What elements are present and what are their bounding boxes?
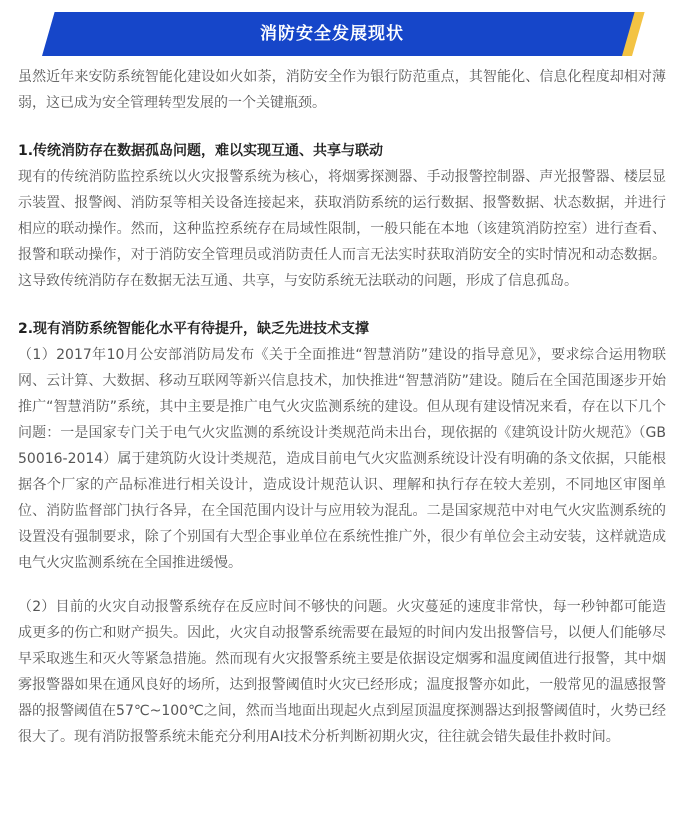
intro-paragraph: 虽然近年来安防系统智能化建设如火如荼，消防安全作为银行防范重点，其智能化、信息化程度却相对薄弱，这已成为安全管理转型发展的一个关键瓶颈。 [18, 69, 666, 111]
page-title: 消防安全发展现状 [260, 24, 404, 44]
section2-paragraph-2: （2）目前的火灾自动报警系统存在反应时间不够快的问题。火灾蔓延的速度非常快，每一秒钟都可能造成更多的伤亡和财产损失。因此，火灾自动报警系统需要在最短的时间内发出报警信号，以便人们能够尽早采取逃生和灭火等紧急措施。然而现有火灾报警系统主要是依据设定烟雾和温度阈值进行报警，其中烟雾报警器如果在通风良好的场所，达到报警阈值时火灾已经形成；温度报警亦如此，一般常见的温感报警器的报警阈值在57℃~100℃之间，然而当地面出现起火点到屋顶温度探测器达到报警阈值时，火势已经很大了。现有消防报警系统未能充分利用AI技术分析判断初期火灾，往往就会错失最佳扑救时间。 [18, 599, 666, 745]
section2-paragraph-1: （1）2017年10月公安部消防局发布《关于全面推进“智慧消防”建设的指导意见》，要求综合运用物联网、云计算、大数据、移动互联网等新兴信息技术，加快推进“智慧消防”建设。随后在全国范围逐步开始推广“智慧消防”系统，其中主要是推广电气火灾监测系统的建设。但从现有建设情况来看，存在以下几个问题：一是国家专门关于电气火灾监测的系统设计类规范尚未出台，现依据的《建筑设计防火规范》（GB 50016-2014）属于建筑防火设计类规范，造成目前电气火灾监测系统设计没有明确的条文依据，只能根据各个厂家的产品标准进行相关设计，造成设计规范认识、理解和执行存在较大差别，不同地区审图单位、消防监督部门执行各异，在全国范围内设计与应用较为混乱。二是国家规范中对电气火灾监测系统的设置没有强制要求，除了个别国有大型企事业单位在系统性推广外，很少有单位会主动安装，这样就造成电气火灾监测系统在全国推进缓慢。 [18, 347, 666, 571]
section1-paragraph: 现有的传统消防监控系统以火灾报警系统为核心，将烟雾探测器、手动报警控制器、声光报警器、楼层显示装置、报警阀、消防泵等相关设备连接起来，获取消防系统的运行数据、报警数据、状态数据，并进行相应的联动操作。然而，这种监控系统存在局域性限制，一般只能在本地（该建筑消防控室）进行查看、报警和联动操作，对于消防安全管理员或消防责任人而言无法实时获取消防安全的实时情况和动态数据。这导致传统消防存在数据无法互通、共享，与安防系统无法联动的问题，形成了信息孤岛。 [18, 169, 666, 289]
section2-heading: 2.现有消防系统智能化水平有待提升，缺乏先进技术支撑 [18, 321, 370, 337]
title-banner [0, 12, 677, 56]
article-body [18, 64, 666, 750]
section1-heading: 1.传统消防存在数据孤岛问题，难以实现互通、共享与联动 [18, 143, 384, 159]
